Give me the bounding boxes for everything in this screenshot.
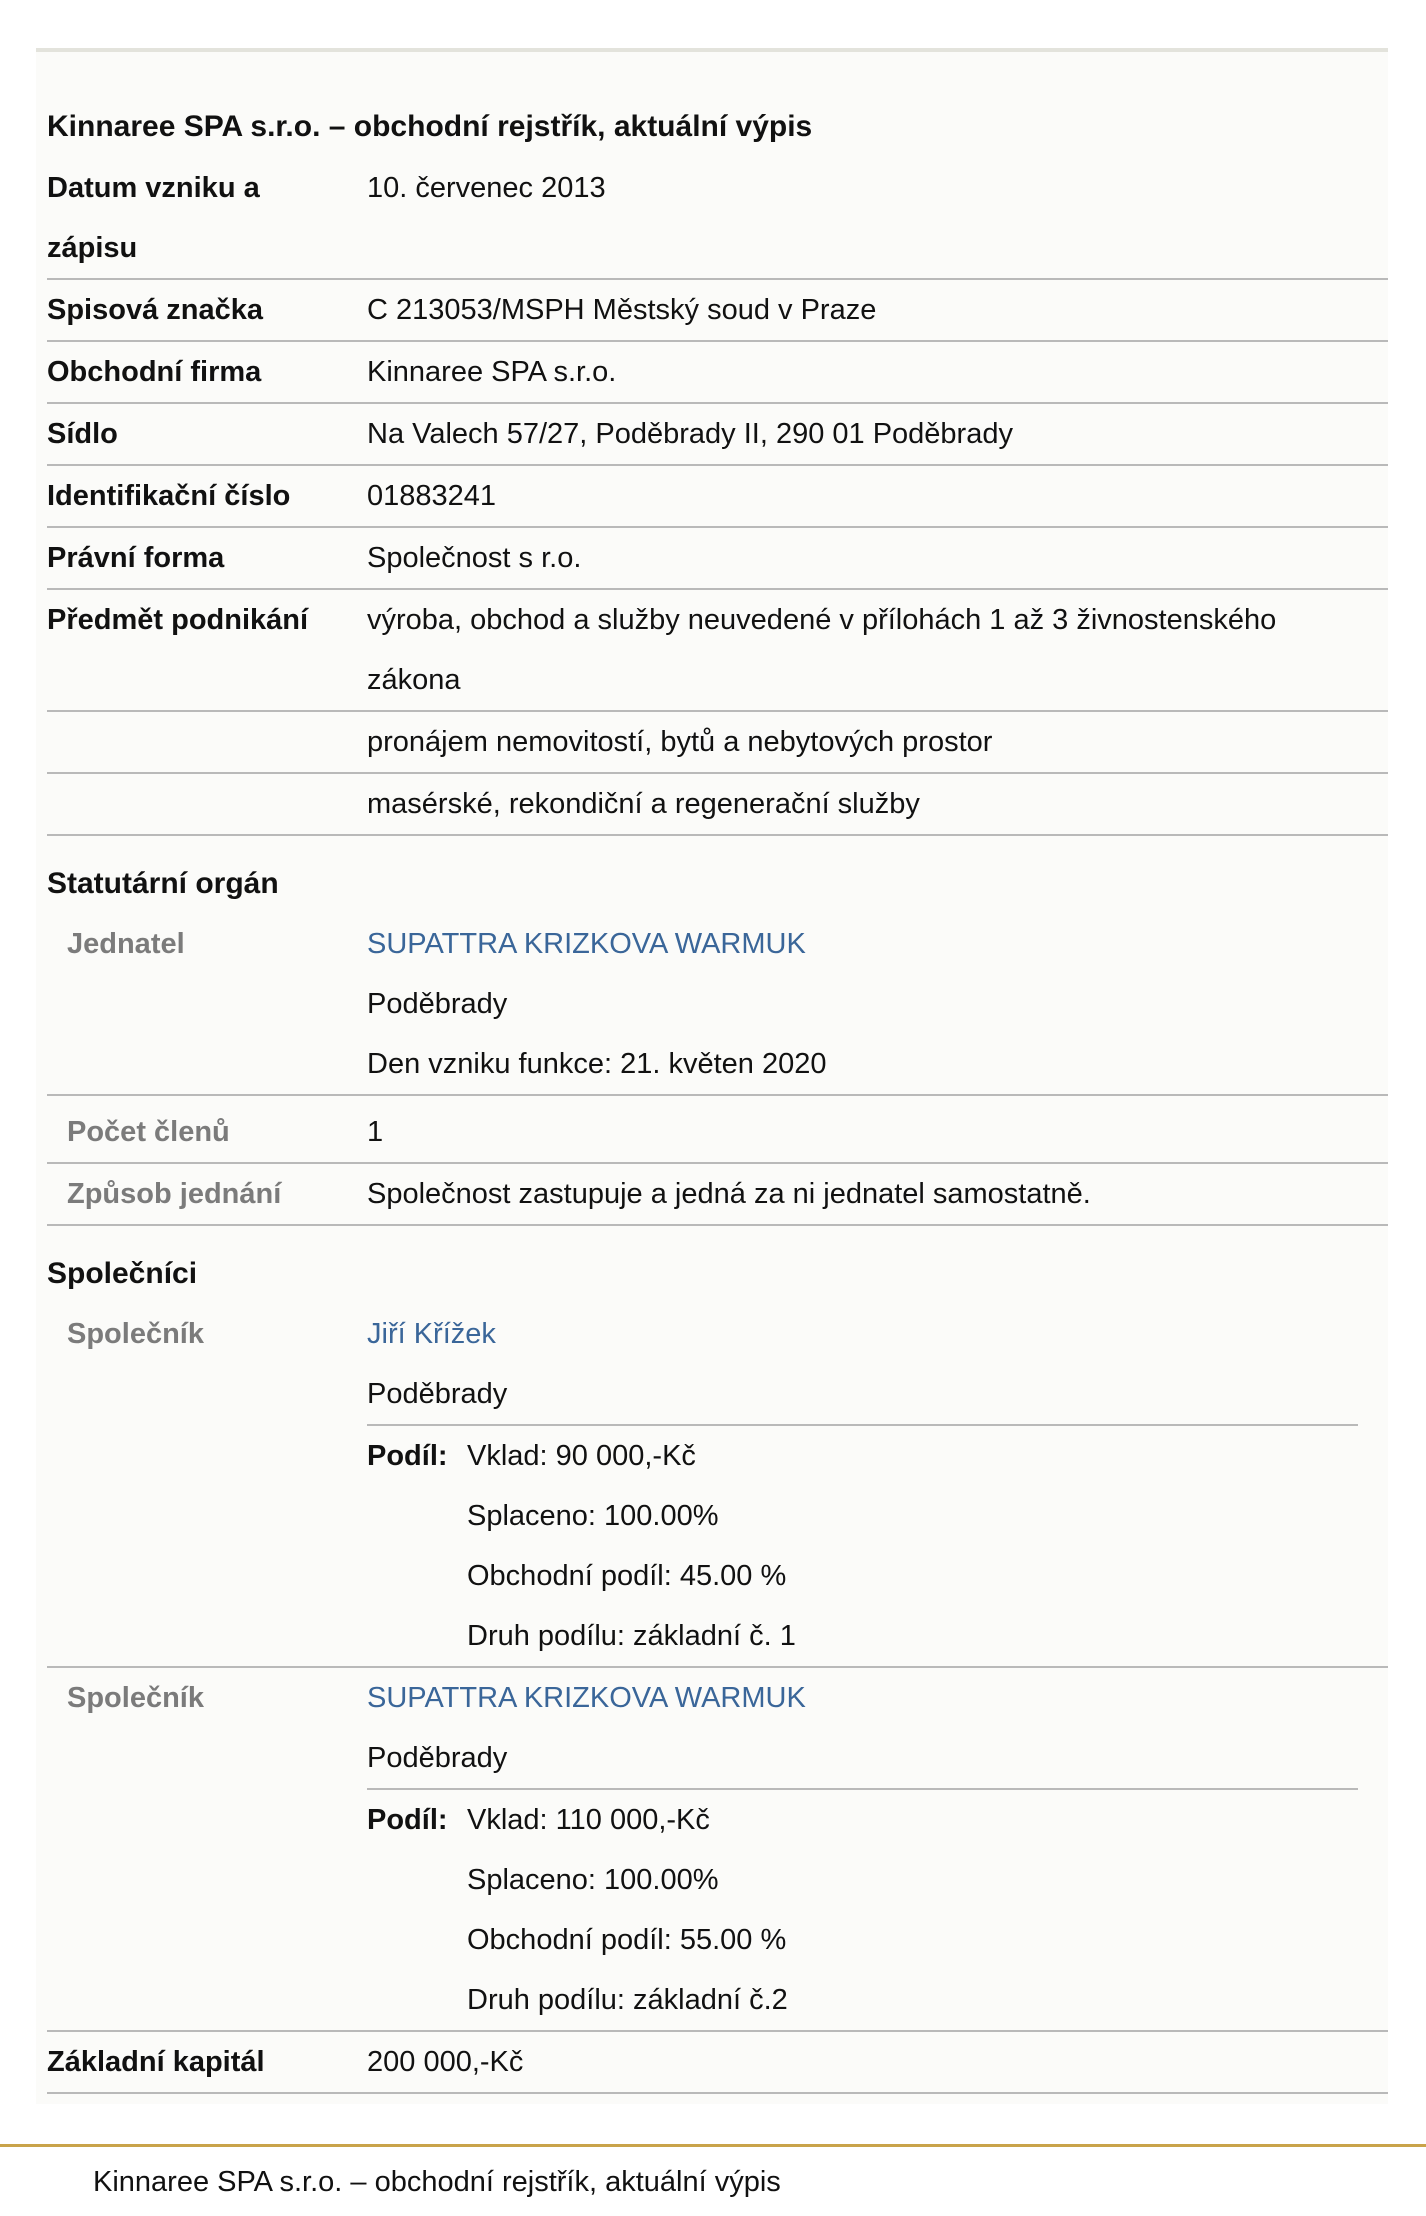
spolecnik-name-link[interactable]: SUPATTRA KRIZKOVA WARMUK	[367, 1682, 806, 1714]
label-obchodni-firma: Obchodní firma	[47, 356, 262, 388]
label-jednatel: Jednatel	[67, 928, 185, 960]
value-predmet-podnikani-1: výroba, obchod a služby neuvedené v přílohách 1 až 3 živnostenského zákona	[367, 604, 1277, 696]
value-spisova-znacka: C 213053/MSPH Městský soud v Praze	[367, 294, 877, 326]
share-vklad: Vklad: 90 000,-Kč	[467, 1440, 696, 1472]
spolecnik-city: Poděbrady	[367, 1378, 508, 1410]
section-statutarni-organ: Statutární orgán	[47, 867, 279, 900]
label-spisova-znacka: Spisová značka	[47, 294, 263, 326]
value-pravni-forma: Společnost s r.o.	[367, 542, 582, 574]
value-obchodni-firma: Kinnaree SPA s.r.o.	[367, 356, 617, 388]
row-obchodni-firma	[47, 342, 1388, 404]
label-spolecnik: Společník	[67, 1682, 204, 1714]
register-content	[47, 96, 1388, 2094]
row-jednatel	[47, 914, 1388, 1096]
row-spolecnik-1	[47, 1304, 1388, 1668]
row-predmet-podnikani-3	[47, 774, 1388, 836]
row-sidlo	[47, 404, 1388, 466]
value-pocet-clenu: 1	[367, 1116, 384, 1148]
label-pocet-clenu: Počet členů	[67, 1116, 230, 1148]
share-obchodni-podil: Obchodní podíl: 45.00 %	[467, 1560, 787, 1592]
section-spolecnici: Společníci	[47, 1257, 198, 1290]
value-sidlo: Na Valech 57/27, Poděbrady II, 290 01 Poděbrady	[367, 418, 1013, 450]
label-predmet-podnikani: Předmět podnikání	[47, 604, 309, 636]
footer-divider	[0, 2144, 1426, 2147]
row-identifikacni-cislo	[47, 466, 1388, 528]
share-block	[367, 1788, 1358, 2030]
value-spolecnik-2	[367, 1668, 1388, 2030]
share-label: Podíl:	[367, 1804, 448, 1836]
label-identifikacni-cislo: Identifikační číslo	[47, 480, 291, 512]
share-values	[467, 1426, 1358, 1666]
share-block	[367, 1424, 1358, 1666]
value-datum-vzniku: 10. červenec 2013	[367, 172, 606, 204]
label-empty	[47, 774, 367, 834]
label-sidlo: Sídlo	[47, 418, 118, 450]
spolecnik-name-link[interactable]: Jiří Křížek	[367, 1318, 496, 1350]
jednatel-name-link[interactable]: SUPATTRA KRIZKOVA WARMUK	[367, 928, 806, 960]
share-splaceno: Splaceno: 100.00%	[467, 1500, 719, 1532]
label-pravni-forma: Právní forma	[47, 542, 225, 574]
register-extract-page	[36, 48, 1388, 2104]
jednatel-since: Den vzniku funkce: 21. květen 2020	[367, 1048, 827, 1080]
row-pocet-clenu	[47, 1096, 1388, 1164]
value-predmet-podnikani-3: masérské, rekondiční a regenerační služby	[367, 788, 920, 820]
row-zakladni-kapital	[47, 2032, 1388, 2094]
spolecnik-city: Poděbrady	[367, 1742, 508, 1774]
value-zakladni-kapital: 200 000,-Kč	[367, 2046, 524, 2078]
share-label: Podíl:	[367, 1440, 448, 1472]
row-pravni-forma	[47, 528, 1388, 590]
row-predmet-podnikani-2	[47, 712, 1388, 774]
page-title: Kinnaree SPA s.r.o. – obchodní rejstřík, aktuální výpis	[47, 110, 813, 143]
share-druh: Druh podílu: základní č.2	[467, 1984, 788, 2016]
row-spolecnik-2	[47, 1668, 1388, 2032]
row-predmet-podnikani-1	[47, 590, 1388, 712]
row-spisova-znacka	[47, 280, 1388, 342]
label-zakladni-kapital: Základní kapitál	[47, 2046, 265, 2078]
share-values	[467, 1790, 1358, 2030]
label-spolecnik: Společník	[67, 1318, 204, 1350]
share-vklad: Vklad: 110 000,-Kč	[467, 1804, 710, 1836]
value-spolecnik-1	[367, 1304, 1388, 1666]
jednatel-city: Poděbrady	[367, 988, 508, 1020]
value-predmet-podnikani-2: pronájem nemovitostí, bytů a nebytových prostor	[367, 726, 993, 758]
label-empty	[47, 712, 367, 772]
label-datum-vzniku: Datum vzniku a zápisu	[47, 172, 260, 264]
share-obchodni-podil: Obchodní podíl: 55.00 %	[467, 1924, 787, 1956]
footer-title: Kinnaree SPA s.r.o. – obchodní rejstřík, aktuální výpis	[93, 2166, 781, 2198]
value-jednatel	[367, 914, 1388, 1094]
share-druh: Druh podílu: základní č. 1	[467, 1620, 796, 1652]
label-zpusob-jednani: Způsob jednání	[67, 1178, 282, 1210]
value-zpusob-jednani: Společnost zastupuje a jedná za ni jednatel samostatně.	[367, 1178, 1091, 1210]
value-identifikacni-cislo: 01883241	[367, 480, 497, 512]
share-splaceno: Splaceno: 100.00%	[467, 1864, 719, 1896]
row-zpusob-jednani	[47, 1164, 1388, 1226]
row-datum-vzniku	[47, 158, 1388, 280]
